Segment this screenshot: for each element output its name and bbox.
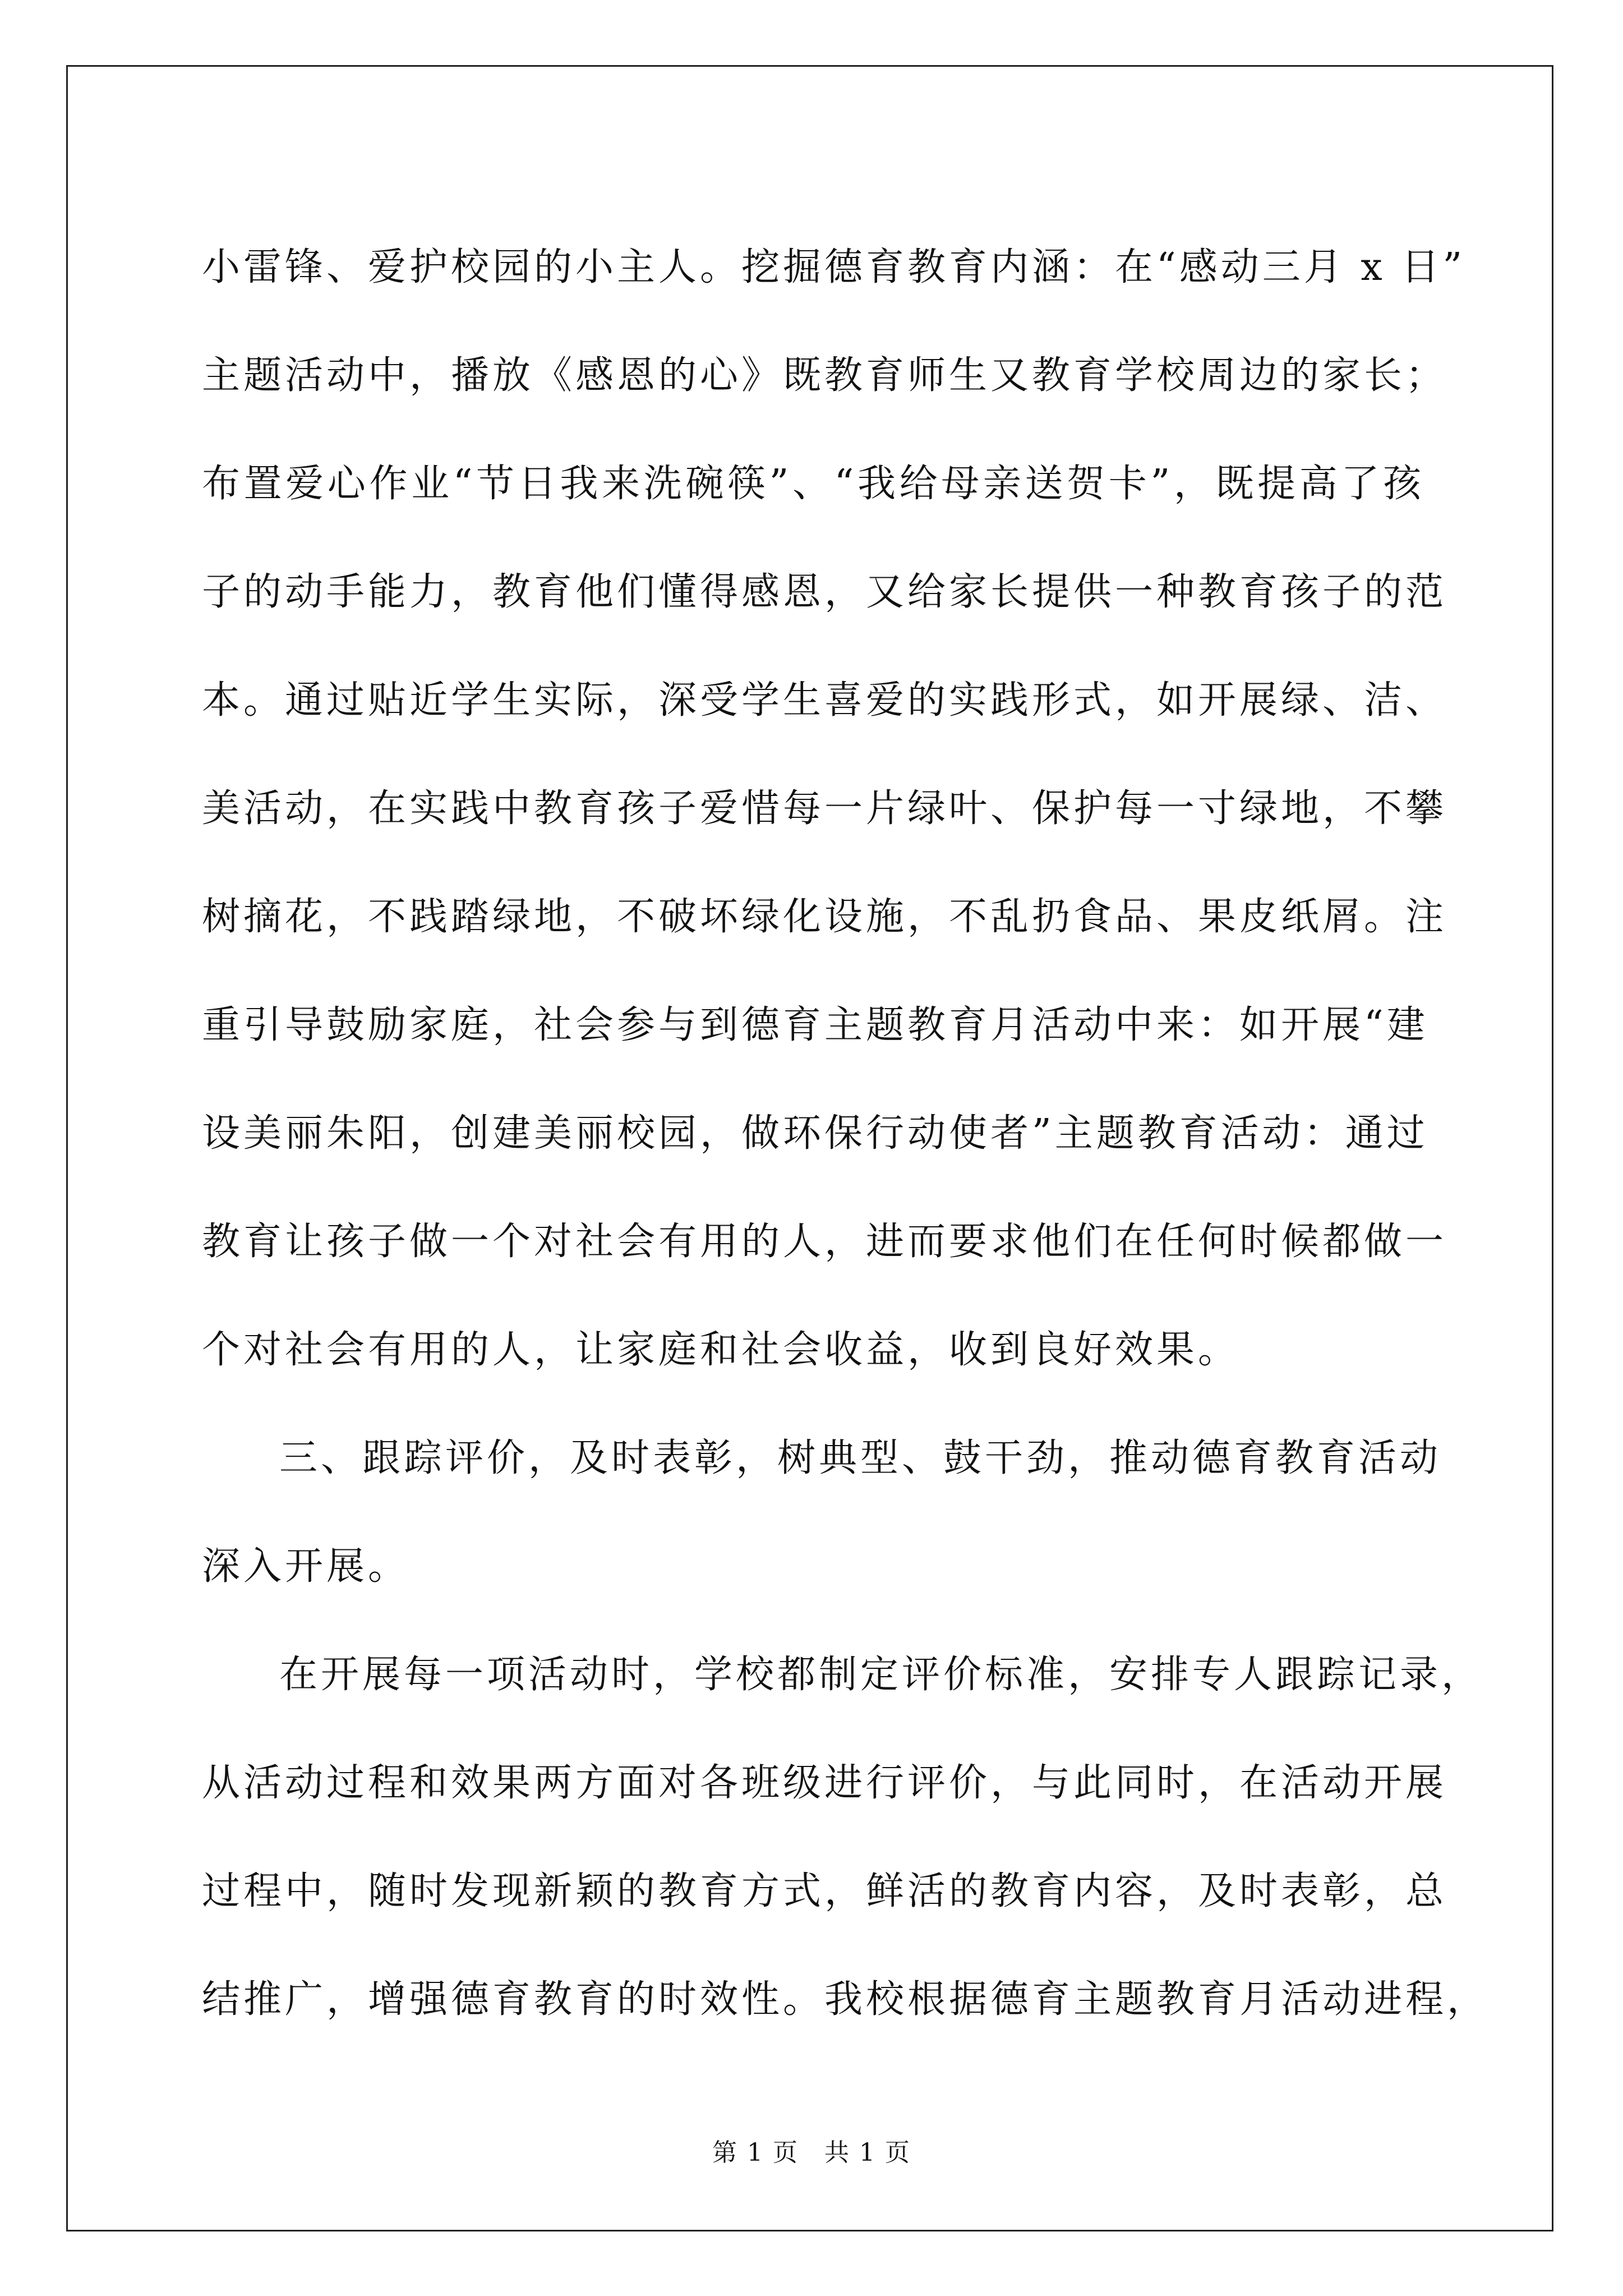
text-line: 设美丽朱阳，创建美丽校园，做环保行动使者”主题教育活动：通过 — [202, 1111, 1428, 1156]
text-line: 过程中，随时发现新颖的教育方式，鲜活的教育内容，及时表彰，总 — [202, 1869, 1447, 1913]
text-line: 布置爱心作业“节日我来洗碗筷”、“我给母亲送贺卡”，既提高了孩 — [202, 462, 1424, 506]
section-heading-line: 深入开展。 — [202, 1544, 410, 1589]
text-line: 结推广，增强德育教育的时效性。我校根据德育主题教育月活动进程， — [202, 1977, 1489, 2022]
text-line: 树摘花，不践踏绿地，不破坏绿化设施，不乱扔食品、果皮纸屑。注 — [202, 895, 1447, 939]
text-line: 子的动手能力，教育他们懂得感恩，又给家长提供一种教育孩子的范 — [202, 570, 1447, 614]
text-line: 重引导鼓励家庭，社会参与到德育主题教育月活动中来：如开展“建 — [202, 1003, 1428, 1047]
text-line: 从活动过程和效果两方面对各班级进行评价，与此同时，在活动开展 — [202, 1761, 1447, 1805]
text-line: 主题活动中，播放《感恩的心》既教育师生又教育学校周边的家长； — [202, 353, 1447, 398]
page-number-footer: 第 1 页 共 1 页 — [712, 2138, 911, 2167]
text-line: 教育让孩子做一个对社会有用的人，进而要求他们在任何时候都做一 — [202, 1220, 1447, 1264]
section-heading-line: 三、跟踪评价，及时表彰，树典型、鼓干劲，推动德育教育活动 — [279, 1436, 1442, 1480]
text-line: 本。通过贴近学生实际，深受学生喜爱的实践形式，如开展绿、洁、 — [202, 678, 1447, 723]
text-line: 美活动，在实践中教育孩子爱惜每一片绿叶、保护每一寸绿地，不攀 — [202, 786, 1447, 831]
text-line: 在开展每一项活动时，学校都制定评价标准，安排专人跟踪记录， — [279, 1653, 1483, 1697]
text-line: 小雷锋、爱护校园的小主人。挖掘德育教育内涵：在“感动三月 x 日” — [202, 245, 1466, 289]
text-line: 个对社会有用的人，让家庭和社会收益，收到良好效果。 — [202, 1328, 1240, 1372]
document-body — [202, 213, 1489, 2054]
